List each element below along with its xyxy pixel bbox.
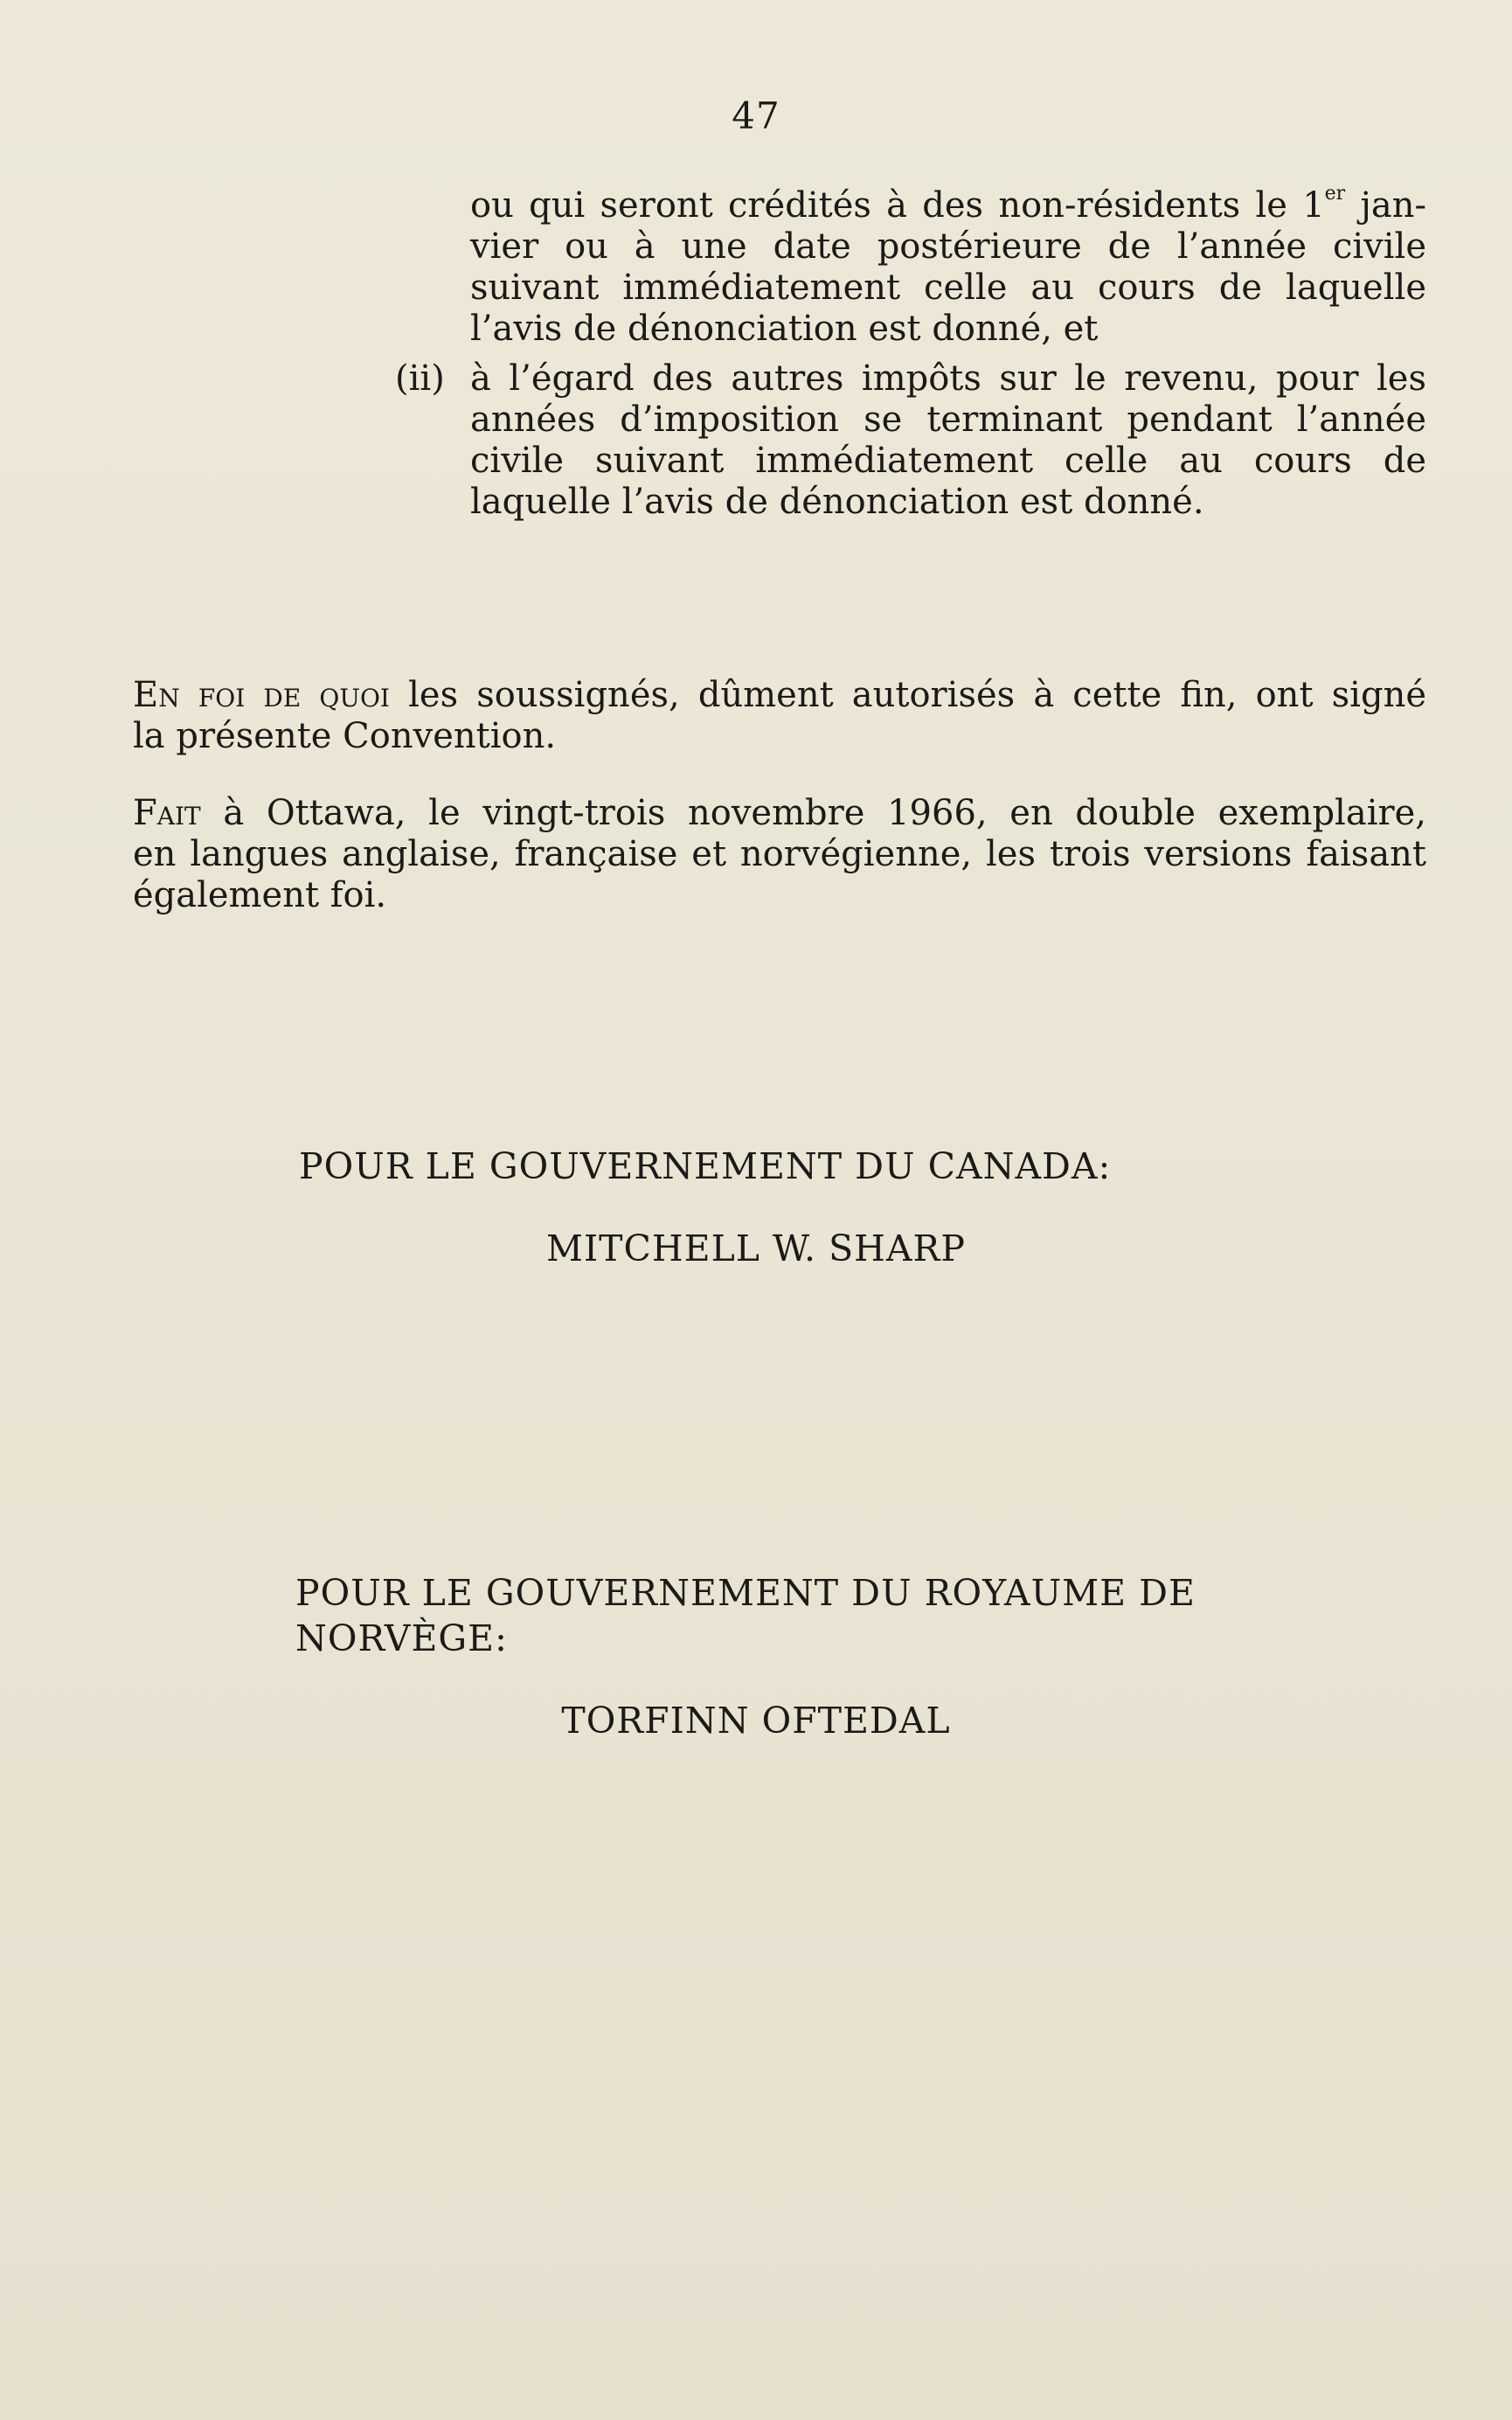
paragraph-line: en langues anglaise, française et norvégienne, les trois versions faisant	[133, 834, 1426, 874]
small-caps-lead: Fait	[133, 793, 201, 833]
superscript: er	[1324, 182, 1346, 205]
norway-signatory: TORFINN OFTEDAL	[561, 1700, 951, 1742]
canada-heading: POUR LE GOUVERNEMENT DU CANADA:	[299, 1145, 1112, 1187]
canada-signatory: MITCHELL W. SHARP	[545, 1227, 966, 1269]
small-caps-lead: En foi de quoi	[133, 675, 390, 715]
paragraph-line: ou qui seront crédités à des non-résidents le 1er jan-	[470, 182, 1426, 226]
paragraph-line: suivant immédiatement celle au cours de laquelle	[470, 268, 1426, 308]
norway-heading-line2: NORVÈGE:	[295, 1617, 508, 1659]
done-at-paragraph	[133, 793, 1426, 916]
paragraph-line: vier ou à une date postérieure de l’année civile	[470, 226, 1426, 267]
paragraph-line: l’avis de dénonciation est donné, et	[470, 309, 1099, 349]
paragraph-line: Fait à Ottawa, le vingt-trois novembre 1966, en double exemplaire,	[133, 793, 1426, 833]
paragraph-line: civile suivant immédiatement celle au cours de	[470, 441, 1426, 481]
list-item-body	[470, 358, 1426, 523]
paragraph-line: années d’imposition se terminant pendant l’année	[470, 400, 1426, 440]
norway-heading-line1: POUR LE GOUVERNEMENT DU ROYAUME DE	[295, 1572, 1196, 1614]
paragraph-line: également foi.	[133, 875, 387, 915]
page-number: 47	[732, 94, 780, 137]
list-item-label: (ii)	[395, 358, 445, 399]
paragraph-line: à l’égard des autres impôts sur le revenu, pour les	[470, 358, 1426, 399]
paragraph-line: En foi de quoi les soussignés, dûment autorisés à cette fin, ont signé	[133, 675, 1426, 715]
paragraph-line: laquelle l’avis de dénonciation est donné.	[470, 482, 1204, 522]
witness-paragraph	[133, 675, 1426, 757]
list-item-ii	[395, 358, 1426, 523]
paragraph-line: la présente Convention.	[133, 716, 557, 756]
continuation-paragraph	[470, 182, 1426, 350]
